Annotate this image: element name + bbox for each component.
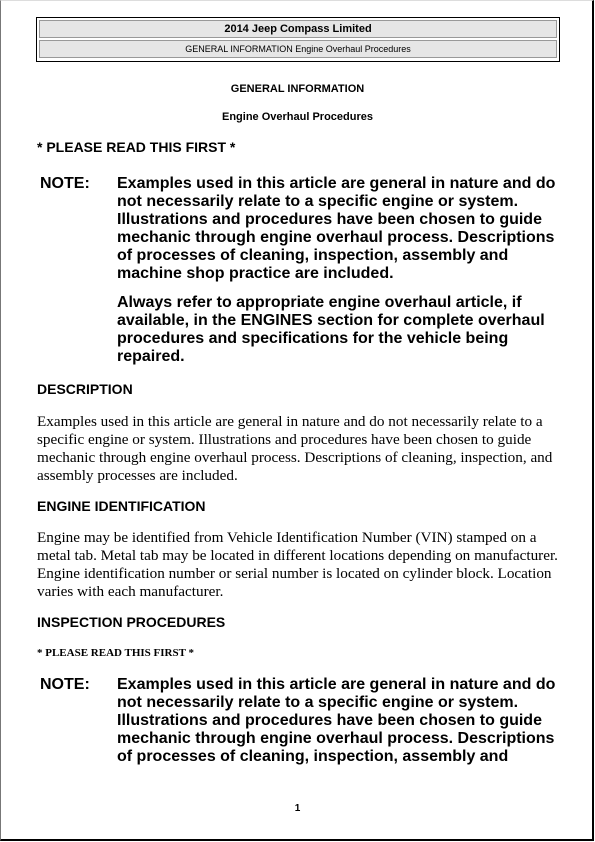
header-title: 2014 Jeep Compass Limited — [224, 23, 372, 35]
note-label: NOTE: — [40, 175, 90, 192]
engine-identification-text: Engine may be identified from Vehicle Identification Number (VIN) stamped on a metal tab. Metal tab may be located in different locations depending on manufacturer. Engine identification number or serial number is located on cylinder block. Location varies with each manufacturer. — [37, 529, 558, 600]
note-text-secondary: Always refer to appropriate engine overhaul article, if available, in the ENGINES section for complete overhaul procedures and specifications for the vehicle being repaired. — [117, 294, 545, 365]
note-text: Examples used in this article are general in nature and do not necessarily relate to a specific engine or system. Illustrations and procedures have been chosen to guide mechanic through engine overhaul process. Descriptions of processes of cleaning, inspection, assembly and machine shop practice are included. — [117, 175, 556, 282]
header-subtitle: GENERAL INFORMATION Engine Overhaul Procedures — [185, 44, 411, 54]
engine-identification-heading: ENGINE IDENTIFICATION — [37, 498, 206, 514]
description-text: Examples used in this article are general in nature and do not necessarily relate to a specific engine or system. Illustrations and procedures have been chosen to guide mechanic through engine overhaul process. Descriptions of cleaning, inspection, and assembly processes are included. — [37, 413, 553, 484]
description-heading: DESCRIPTION — [37, 381, 133, 397]
read-first-notice: * PLEASE READ THIS FIRST * — [37, 139, 236, 155]
header-title-row — [39, 20, 557, 38]
note-label-2: NOTE: — [40, 676, 90, 693]
read-first-notice-small: * PLEASE READ THIS FIRST * — [37, 647, 195, 659]
note-text-2: Examples used in this article are general in nature and do not necessarily relate to a specific engine or system. Illustrations and procedures have been chosen to guide mechanic through engine overhaul process. Descriptions of processes of cleaning, inspection, assembly and — [117, 676, 556, 765]
header-subtitle-row — [39, 40, 557, 58]
document-header — [36, 17, 560, 62]
section-title: GENERAL INFORMATION — [230, 83, 365, 95]
page-number: 1 — [294, 803, 301, 814]
section-subtitle: Engine Overhaul Procedures — [222, 111, 373, 123]
inspection-procedures-heading: INSPECTION PROCEDURES — [37, 614, 226, 630]
